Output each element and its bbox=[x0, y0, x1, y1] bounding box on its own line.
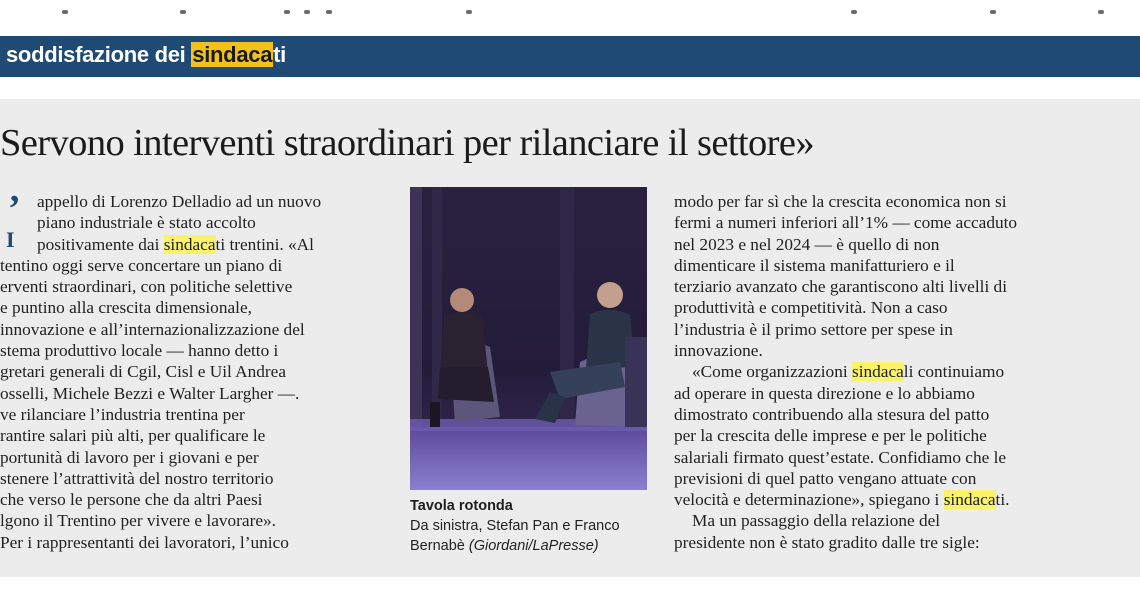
text-line: per la crescita delle imprese e per le politiche bbox=[674, 426, 987, 446]
text-line bbox=[0, 234, 390, 255]
round-table-photo bbox=[410, 187, 647, 490]
text-line: dimenticare il sistema manifatturiero e il bbox=[674, 255, 955, 275]
text-line: modo per far sì che la crescita economica non si bbox=[674, 192, 1007, 211]
text-fragment: velocità e determinazione», spiegano i bbox=[674, 490, 944, 510]
article-column-right bbox=[674, 191, 1124, 553]
text-line: innovazione. bbox=[674, 341, 763, 361]
caption-text: Bernabè bbox=[410, 538, 469, 554]
text-line: appello di Lorenzo Delladio ad un nuovo bbox=[37, 192, 322, 211]
article-column-left bbox=[0, 191, 390, 553]
text-line: erventi straordinari, con politiche selettive bbox=[0, 277, 293, 297]
text-line: previsioni di quel patto vengano attuate con bbox=[674, 468, 977, 488]
text-line: ve rilanciare l’industria trentina per bbox=[0, 404, 245, 424]
text-line: innovazione e all’internazionalizzazione del bbox=[0, 319, 305, 339]
text-fragment: ti trentini. «Al bbox=[215, 234, 314, 254]
text-line: produttività e competitività. Non a caso bbox=[674, 298, 948, 318]
text-line: l’industria è il primo settore per spese in bbox=[674, 319, 953, 339]
banner-prefix: soddisfazione dei bbox=[6, 42, 192, 67]
caption-line: Da sinistra, Stefan Pan e Franco bbox=[410, 518, 620, 534]
photo-credit: (Giordani/LaPresse) bbox=[468, 538, 599, 554]
dropcap-quote: ’ bbox=[8, 188, 21, 230]
text-line: presidente non è stato gradito dalle tre sigle: bbox=[674, 532, 980, 552]
text-line: stema produttivo locale — hanno detto i bbox=[0, 341, 279, 361]
text-fragment: li continuiamo bbox=[903, 362, 1005, 382]
text-line: fermi a numeri inferiori all’1% — come accaduto bbox=[674, 213, 1018, 233]
text-line: stenere l’attrattività del nostro territorio bbox=[0, 468, 274, 488]
text-fragment: ti. bbox=[995, 490, 1010, 510]
text-line: ad operare in questa direzione e lo abbiamo bbox=[674, 383, 975, 403]
highlighted-word: sindaca bbox=[851, 362, 904, 382]
article bbox=[0, 99, 1140, 577]
text-line: portunità di lavoro per i giovani e per bbox=[0, 447, 259, 467]
top-strip bbox=[0, 0, 1140, 34]
banner-title bbox=[6, 42, 286, 68]
highlighted-word: sindaca bbox=[163, 234, 216, 254]
caption-line bbox=[410, 538, 599, 554]
top-cut-text bbox=[0, 10, 1140, 18]
text-fragment: positivamente dai bbox=[37, 234, 164, 254]
text-line: terziario avanzato che garantiscono alti livelli di bbox=[674, 277, 1008, 297]
text-fragment: «Come organizzazioni bbox=[692, 362, 852, 382]
text-line: che verso le persone che da altri Paesi bbox=[0, 490, 263, 510]
text-line: rantire salari più alti, per qualificare le bbox=[0, 426, 266, 446]
highlighted-word: sindaca bbox=[943, 490, 996, 510]
text-line: salariali firmato quest’estate. Confidiamo che le bbox=[674, 447, 1007, 467]
text-line: nel 2023 e nel 2024 — è quello di non bbox=[674, 234, 940, 254]
text-line: gretari generali di Cgil, Cisl e Uil Andrea bbox=[0, 362, 287, 382]
text-line: e puntino alla crescita dimensionale, bbox=[0, 298, 252, 318]
dropcap-letter: I bbox=[6, 227, 15, 252]
banner-highlight: sindaca bbox=[192, 42, 273, 67]
text-line: piano industriale è stato accolto bbox=[37, 213, 256, 233]
text-line: osselli, Michele Bezzi e Walter Largher —. bbox=[0, 383, 300, 403]
text-line: lgono il Trentino per vivere e lavorare». bbox=[0, 511, 276, 531]
section-banner bbox=[0, 36, 1140, 77]
text-line bbox=[674, 361, 1124, 382]
headline: Servono interventi straordinari per rilanciare il settore» bbox=[0, 122, 815, 164]
text-line bbox=[674, 489, 1124, 510]
banner-suffix: ti bbox=[273, 42, 286, 67]
photo-illustration bbox=[410, 187, 647, 490]
text-line: dimostrato contribuendo alla stesura del patto bbox=[674, 404, 990, 424]
text-line: tentino oggi serve concertare un piano di bbox=[0, 255, 283, 275]
caption-title: Tavola rotonda bbox=[410, 498, 513, 514]
text-line: Per i rappresentanti dei lavoratori, l’unico bbox=[0, 532, 289, 552]
text-line: Ma un passaggio della relazione del bbox=[692, 511, 941, 531]
